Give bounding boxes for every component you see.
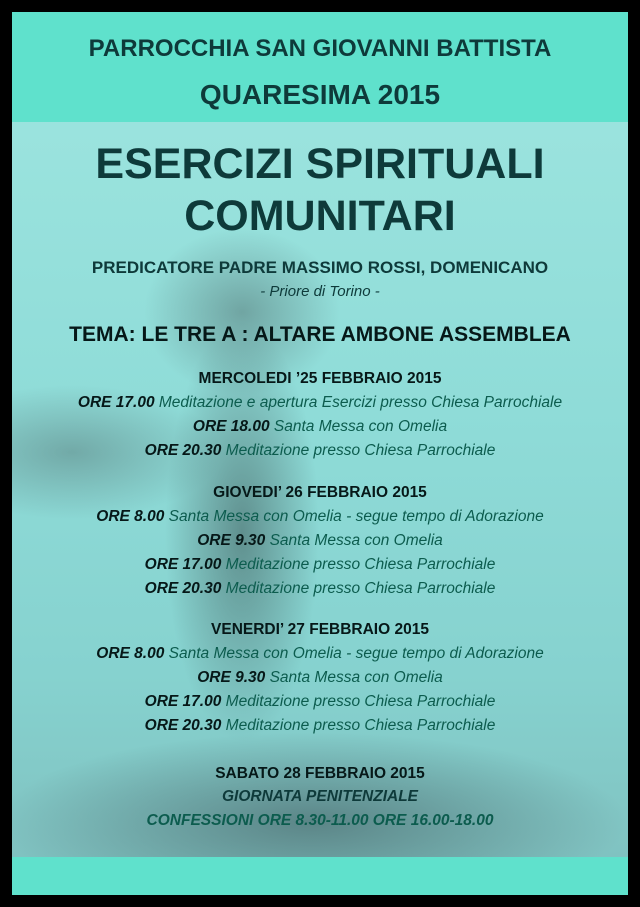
event-description: Meditazione presso Chiesa Parrochiale <box>225 693 496 710</box>
day-date: MERCOLEDI ’25 FEBBRAIO 2015 <box>198 370 442 387</box>
event-description: Santa Messa con Omelia - segue tempo di Adorazione <box>168 508 544 525</box>
event-description: Meditazione presso Chiesa Parrochiale <box>225 717 496 734</box>
event-time: ORE 20.30 <box>144 717 222 734</box>
event-description: Santa Messa con Omelia <box>269 532 443 549</box>
event-time: ORE 8.00 <box>96 508 165 525</box>
event-row <box>12 531 628 551</box>
footer-band <box>12 857 628 895</box>
event-description: Meditazione presso Chiesa Parrochiale <box>225 580 496 597</box>
event-row <box>12 692 628 712</box>
event-time: ORE 17.00 <box>144 556 222 573</box>
event-time: ORE 9.30 <box>197 532 266 549</box>
confessions: CONFESSIONI ORE 8.30-11.00 ORE 16.00-18.00 <box>146 812 494 829</box>
event-row <box>12 716 628 736</box>
saturday-date: SABATO 28 FEBBRAIO 2015 <box>215 765 425 782</box>
event-description: Meditazione presso Chiesa Parrochiale <box>225 442 496 459</box>
event-description: Meditazione e apertura Esercizi presso Chiesa Parrochiale <box>158 394 563 411</box>
event-time: ORE 9.30 <box>197 669 266 686</box>
event-row <box>12 417 628 437</box>
event-time: ORE 20.30 <box>144 580 222 597</box>
event-row <box>12 579 628 599</box>
event-row <box>12 644 628 664</box>
theme: TEMA: LE TRE A : ALTARE AMBONE ASSEMBLEA <box>69 323 571 346</box>
event-time: ORE 8.00 <box>96 645 165 662</box>
preacher-name: PREDICATORE PADRE MASSIMO ROSSI, DOMENICANO <box>91 258 549 277</box>
event-description: Santa Messa con Omelia <box>273 418 448 435</box>
event-time: ORE 17.00 <box>77 394 155 411</box>
poster <box>12 12 628 895</box>
event-description: Santa Messa con Omelia - segue tempo di Adorazione <box>168 645 544 662</box>
event-time: ORE 17.00 <box>144 693 222 710</box>
event-description: Meditazione presso Chiesa Parrochiale <box>225 556 496 573</box>
saturday-title: GIORNATA PENITENZIALE <box>221 788 419 805</box>
main-title-line1: ESERCIZI SPIRITUALI <box>95 140 545 188</box>
event-time: ORE 18.00 <box>192 418 270 435</box>
parish-name: PARROCCHIA SAN GIOVANNI BATTISTA <box>88 35 552 62</box>
preacher-role: - Priore di Torino - <box>260 283 380 300</box>
event-row <box>12 668 628 688</box>
season-title: QUARESIMA 2015 <box>199 79 441 110</box>
event-description: Santa Messa con Omelia <box>269 669 443 686</box>
main-title-line2: COMUNITARI <box>184 192 456 240</box>
day-date: VENERDI’ 27 FEBBRAIO 2015 <box>211 621 429 638</box>
event-time: ORE 20.30 <box>144 442 222 459</box>
event-row <box>12 555 628 575</box>
event-row <box>12 507 628 527</box>
event-row <box>12 393 628 413</box>
event-row <box>12 441 628 461</box>
day-date: GIOVEDI’ 26 FEBBRAIO 2015 <box>213 484 427 501</box>
